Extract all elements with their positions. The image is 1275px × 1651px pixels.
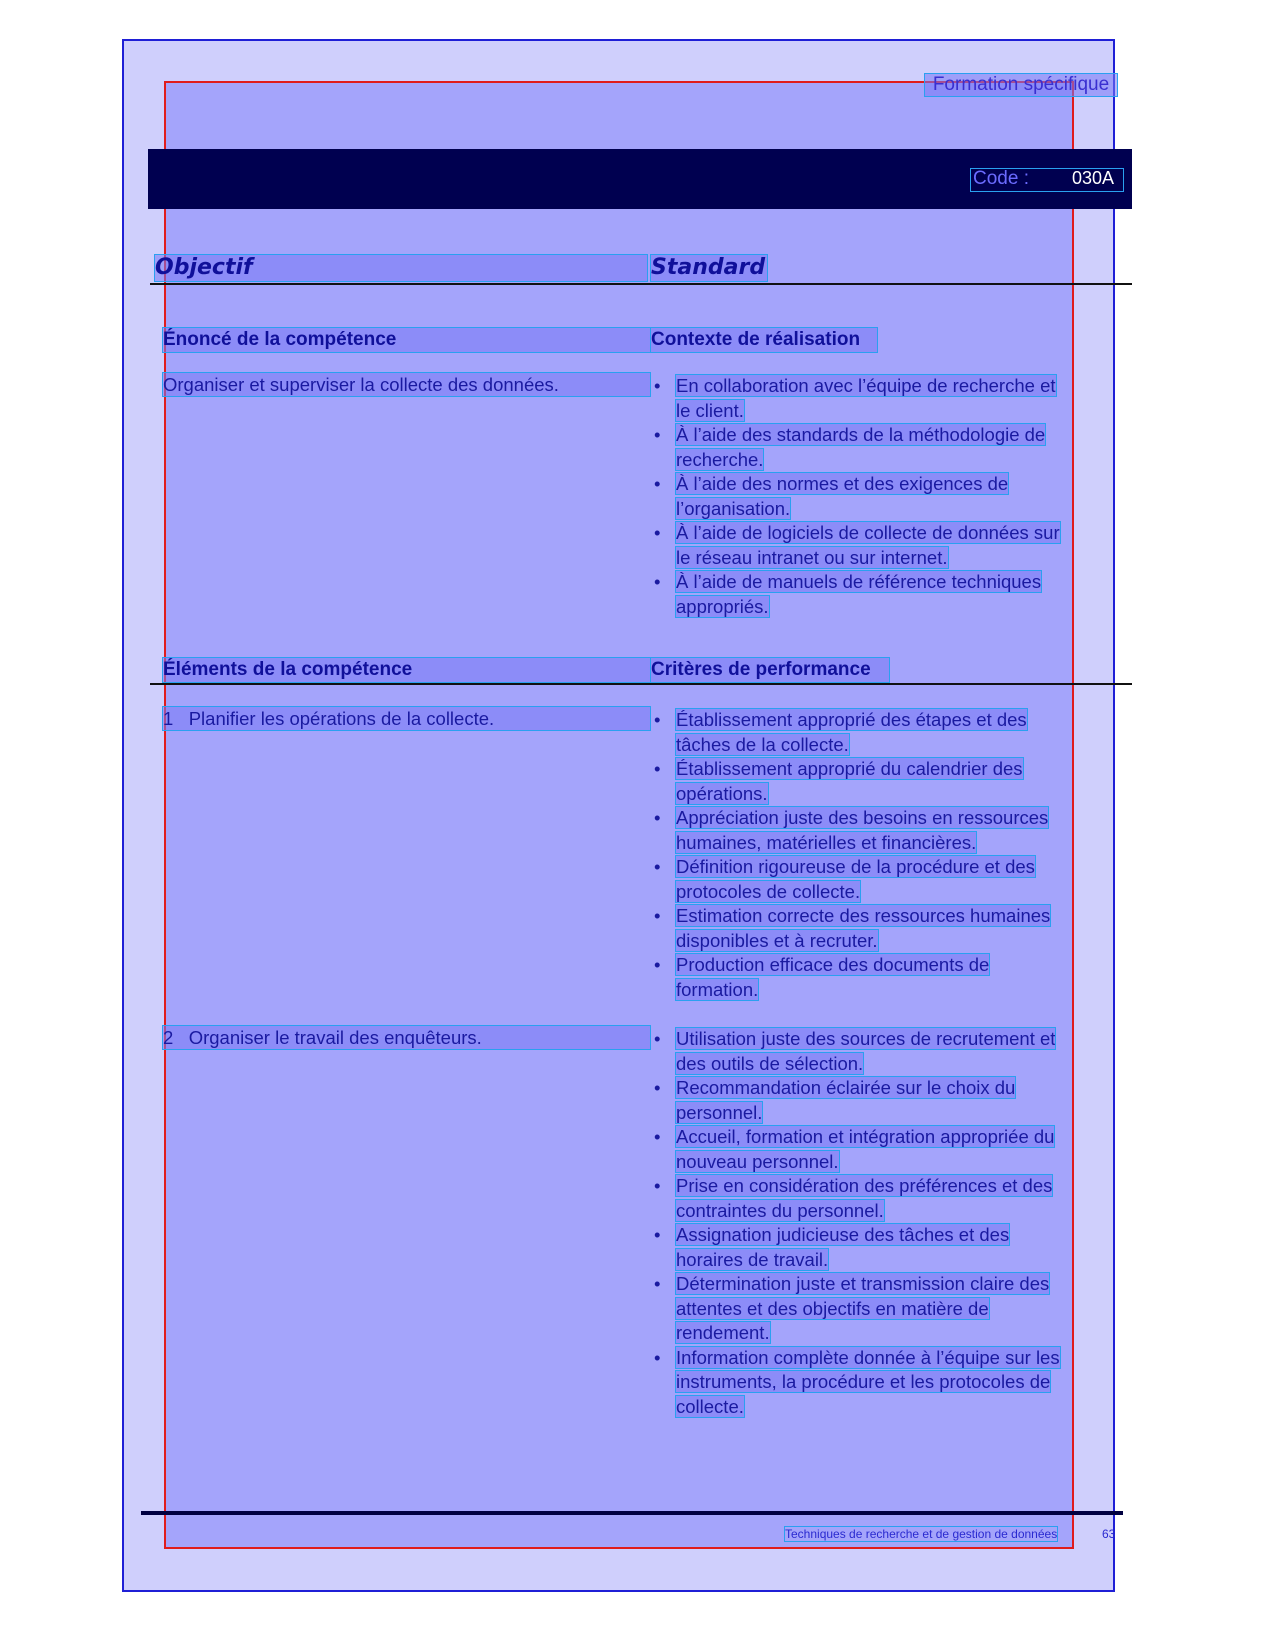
section-title-contexte: Contexte de réalisation <box>651 328 877 352</box>
element-2-number: 2 <box>163 1027 174 1048</box>
criterion-line: nouveau personnel. <box>676 1150 839 1172</box>
bullet-icon: • <box>654 709 661 730</box>
section-title-elements: Éléments de la compétence <box>163 658 650 682</box>
bullet-icon: • <box>654 856 661 877</box>
criteria-list-2 <box>654 1027 1106 1419</box>
criterion-item <box>654 953 1106 1002</box>
criterion-item <box>654 1174 1106 1223</box>
bullet-icon: • <box>654 1028 661 1049</box>
element-2-label: Organiser le travail des enquêteurs. <box>188 1027 482 1048</box>
context-list <box>654 374 1106 619</box>
bullet-icon: • <box>654 375 661 396</box>
criterion-line: personnel. <box>676 1101 763 1123</box>
context-line: À l’aide de logiciels de collecte de données sur <box>676 522 1060 543</box>
criterion-line: Information complète donnée à l’équipe sur les <box>676 1346 1060 1368</box>
criterion-line: attentes et des objectifs en matière de <box>676 1297 989 1319</box>
criterion-item <box>654 1076 1106 1125</box>
context-item <box>654 472 1106 521</box>
bullet-icon: • <box>654 1346 661 1368</box>
section-title-enonce: Énoncé de la compétence <box>163 328 650 352</box>
bullet-icon: • <box>654 758 661 779</box>
code-value: 030A <box>1072 168 1115 188</box>
bullet-icon: • <box>654 473 661 494</box>
criterion-line: des outils de sélection. <box>676 1052 864 1074</box>
criterion-line: Production efficace des documents de <box>676 954 990 975</box>
running-head: Formation spécifique <box>925 74 1117 96</box>
criterion-line: disponibles et à recruter. <box>676 929 878 951</box>
element-1-number: 1 <box>163 708 174 729</box>
element-1-label: Planifier les opérations de la collecte. <box>188 708 495 729</box>
criterion-line: Recommandation éclairée sur le choix du <box>676 1077 1016 1098</box>
bullet-icon: • <box>654 1175 661 1196</box>
bullet-icon: • <box>654 571 661 592</box>
element-1 <box>163 707 650 730</box>
criteria-list-1 <box>654 708 1106 1002</box>
footer-title: Techniques de recherche et de gestion de données <box>785 1527 1058 1541</box>
context-line: l’organisation. <box>676 497 791 519</box>
page-number: 63 <box>1102 1527 1116 1541</box>
context-line: appropriés. <box>676 595 769 617</box>
bullet-icon: • <box>654 1273 661 1294</box>
criterion-line: Établissement approprié du calendrier des <box>676 758 1023 779</box>
criterion-line: opérations. <box>676 782 768 804</box>
element-2 <box>163 1026 650 1049</box>
context-line: À l’aide de manuels de référence techniques <box>676 571 1042 592</box>
criterion-line: Accueil, formation et intégration appropriée du <box>676 1126 1055 1147</box>
context-line: À l’aide des standards de la méthodologie de <box>676 424 1046 445</box>
context-line: À l’aide des normes et des exigences de <box>676 473 1009 494</box>
bullet-icon: • <box>654 1126 661 1147</box>
criterion-item <box>654 1346 1106 1420</box>
criterion-line: protocoles de collecte. <box>676 880 861 902</box>
context-item <box>654 423 1106 472</box>
section-title-criteres: Critères de performance <box>651 658 889 682</box>
criterion-item <box>654 1125 1106 1174</box>
criterion-item <box>654 1223 1106 1272</box>
code-label: Code : <box>973 168 1029 189</box>
criterion-line: horaires de travail. <box>676 1248 829 1270</box>
context-item <box>654 521 1106 570</box>
bullet-icon: • <box>654 954 661 975</box>
criterion-line: collecte. <box>676 1395 744 1417</box>
criterion-line: Appréciation juste des besoins en ressources <box>676 807 1049 828</box>
bullet-icon: • <box>654 905 661 926</box>
criterion-line: Assignation judicieuse des tâches et des <box>676 1224 1010 1245</box>
competence-statement: Organiser et superviser la collecte des données. <box>163 373 650 396</box>
criterion-line: instruments, la procédure et les protocoles de <box>676 1371 1051 1392</box>
context-line: recherche. <box>676 448 764 470</box>
heading-rule <box>150 283 1132 285</box>
criterion-line: Prise en considération des préférences et des <box>676 1175 1053 1196</box>
context-item <box>654 374 1106 423</box>
criterion-item <box>654 855 1106 904</box>
criterion-item <box>654 904 1106 953</box>
bullet-icon: • <box>654 424 661 445</box>
criterion-item <box>654 1272 1106 1346</box>
criterion-line: rendement. <box>676 1322 770 1343</box>
context-line: En collaboration avec l’équipe de recherche et <box>676 375 1056 396</box>
criterion-line: Utilisation juste des sources de recrutement et <box>676 1028 1056 1049</box>
criterion-line: humaines, matérielles et financières. <box>676 831 977 853</box>
criterion-item <box>654 1027 1106 1076</box>
context-line: le client. <box>676 399 744 421</box>
criterion-item <box>654 806 1106 855</box>
criterion-line: tâches de la collecte. <box>676 733 849 755</box>
context-item <box>654 570 1106 619</box>
criterion-line: formation. <box>676 978 759 1000</box>
context-line: le réseau intranet ou sur internet. <box>676 546 948 568</box>
column-heading-objectif: Objectif <box>155 255 647 281</box>
bullet-icon: • <box>654 522 661 543</box>
criterion-item <box>654 757 1106 806</box>
criterion-item <box>654 708 1106 757</box>
footer-rule <box>141 1511 1123 1515</box>
bullet-icon: • <box>654 1077 661 1098</box>
bullet-icon: • <box>654 807 661 828</box>
bullet-icon: • <box>654 1224 661 1245</box>
criterion-line: Estimation correcte des ressources humaines <box>676 905 1051 926</box>
column-heading-standard: Standard <box>651 255 766 280</box>
criterion-line: Définition rigoureuse de la procédure et des <box>676 856 1035 877</box>
criterion-line: Détermination juste et transmission claire des <box>676 1273 1050 1294</box>
section-rule <box>150 683 1132 685</box>
criterion-line: contraintes du personnel. <box>676 1199 884 1221</box>
criterion-line: Établissement approprié des étapes et des <box>676 709 1027 730</box>
